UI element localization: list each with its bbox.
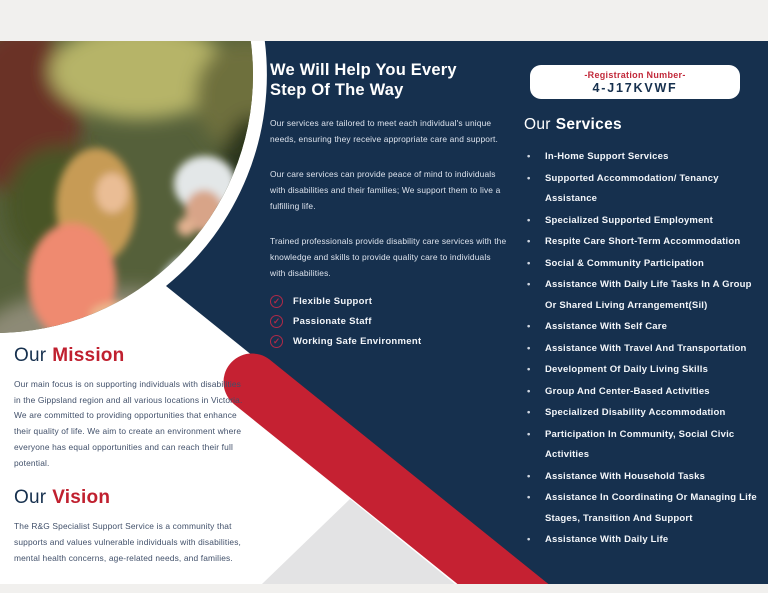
vision-title-accent: Vision: [52, 487, 111, 509]
checklist-item: [270, 295, 507, 308]
service-item: • Respite Care Short-Term Accommodation: [524, 232, 762, 253]
services-title-prefix: Our: [524, 116, 551, 133]
feature-checklist: [270, 295, 507, 348]
mission-title-prefix: Our: [14, 345, 47, 366]
checklist-label: Flexible Support: [293, 296, 373, 307]
brochure-canvas: [0, 41, 768, 584]
services-list: [524, 147, 762, 551]
middle-paragraphs: [270, 115, 507, 281]
middle-paragraph: Our services are tailored to meet each individual's unique needs, ensuring they receive appropriate care and support.: [270, 118, 498, 144]
service-item: • Specialized Disability Accommodation: [524, 403, 762, 424]
checklist-item: [270, 315, 507, 328]
vision-body: The R&G Specialist Support Service is a community that supports and values vulnerable individuals with disabilities, mental health concerns, age-related needs, and families.: [14, 521, 242, 563]
service-item: • Assistance With Travel And Transportation: [524, 339, 762, 360]
middle-paragraph: Our care services can provide peace of mind to individuals with disabilities and their families; We support them to live a fulfilling life.: [270, 169, 501, 211]
registration-label: -Registration Number-: [584, 69, 686, 80]
check-circle-icon: ✓: [270, 295, 283, 308]
checklist-label: Passionate Staff: [293, 316, 372, 327]
service-item: • Group And Center-Based Activities: [524, 382, 762, 403]
service-item: • Assistance In Coordinating Or Managing Life Stages, Transition And Support: [524, 488, 762, 529]
mission-title-accent: Mission: [52, 345, 125, 366]
service-item: • In-Home Support Services: [524, 147, 762, 168]
service-item: • Supported Accommodation/ Tenancy Assistance: [524, 169, 762, 210]
middle-paragraph: Trained professionals provide disability care services with the knowledge and skills to provide quality care to individuals with disabilities.: [270, 236, 507, 278]
service-item: • Development Of Daily Living Skills: [524, 360, 762, 381]
middle-heading-line1: We Will Help You Every: [270, 61, 457, 79]
registration-number: 4-J17KVWF: [592, 80, 678, 95]
right-panel: [524, 65, 762, 552]
left-panel: [14, 344, 248, 566]
service-item: • Assistance With Household Tasks: [524, 467, 762, 488]
check-circle-icon: ✓: [270, 335, 283, 348]
vision-title: [14, 486, 248, 510]
service-item: • Participation In Community, Social Civic Activities: [524, 425, 762, 466]
registration-badge: [530, 65, 740, 99]
service-item: • Assistance With Daily Life: [524, 530, 762, 551]
service-item: • Specialized Supported Employment: [524, 211, 762, 232]
service-item: • Assistance With Self Care: [524, 317, 762, 338]
checklist-label: Working Safe Environment: [293, 336, 422, 347]
vision-title-prefix: Our: [14, 487, 47, 509]
check-circle-icon: ✓: [270, 315, 283, 328]
services-title-accent: Services: [555, 116, 622, 133]
middle-heading: [270, 60, 507, 100]
service-item: • Social & Community Participation: [524, 254, 762, 275]
mission-body: Our main focus is on supporting individuals with disabilities in the Gippsland region and all various locations in Victoria. We are committed to providing opportunities that enhance their quality of life. We aim to create an environment where everyone has equal opportunities and can reach their full potential.: [14, 379, 243, 468]
middle-panel: [270, 60, 507, 355]
mission-title: [14, 344, 248, 368]
checklist-item: [270, 335, 507, 348]
services-title: [524, 115, 762, 135]
service-item: • Assistance With Daily Life Tasks In A Group Or Shared Living Arrangement(Sil): [524, 275, 762, 316]
hero-photo: [0, 41, 270, 341]
middle-heading-line2: Step Of The Way: [270, 81, 404, 99]
